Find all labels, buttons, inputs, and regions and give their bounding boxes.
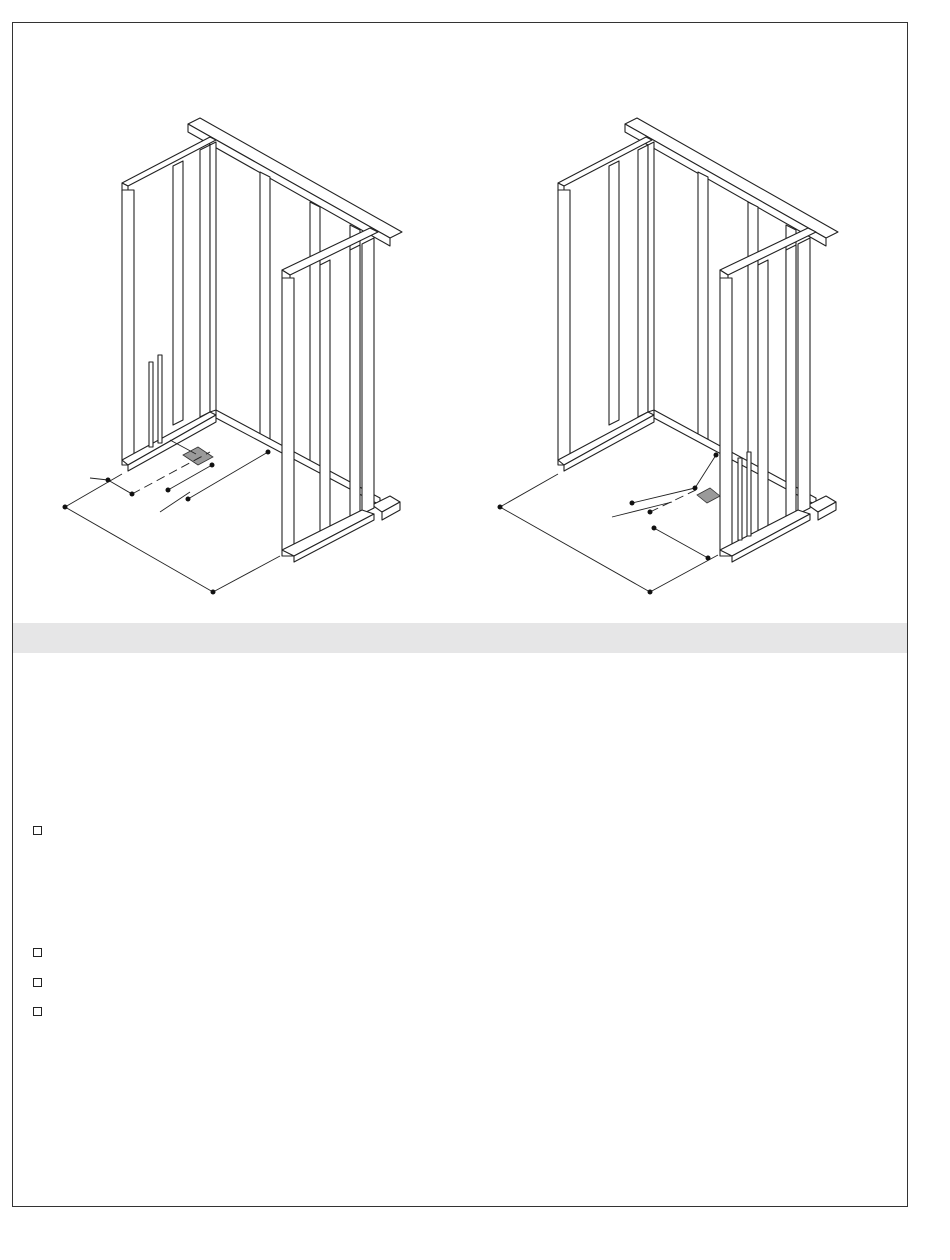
left-framing-illustration [63, 118, 403, 595]
right-framing-illustration [498, 118, 839, 595]
framing-illustrations [0, 0, 950, 620]
left-supply-pipe [149, 362, 153, 447]
checklist-checkbox-2[interactable] [33, 948, 42, 957]
checklist-checkbox-1[interactable] [33, 826, 42, 835]
right-supply-pipe [738, 458, 742, 540]
left-end-stud [122, 190, 134, 465]
right-drain-icon [697, 488, 720, 503]
left-top-beam [188, 118, 402, 238]
checklist-checkbox-3[interactable] [33, 978, 42, 987]
checklist-checkbox-4[interactable] [33, 1007, 42, 1016]
section-band [13, 623, 907, 653]
